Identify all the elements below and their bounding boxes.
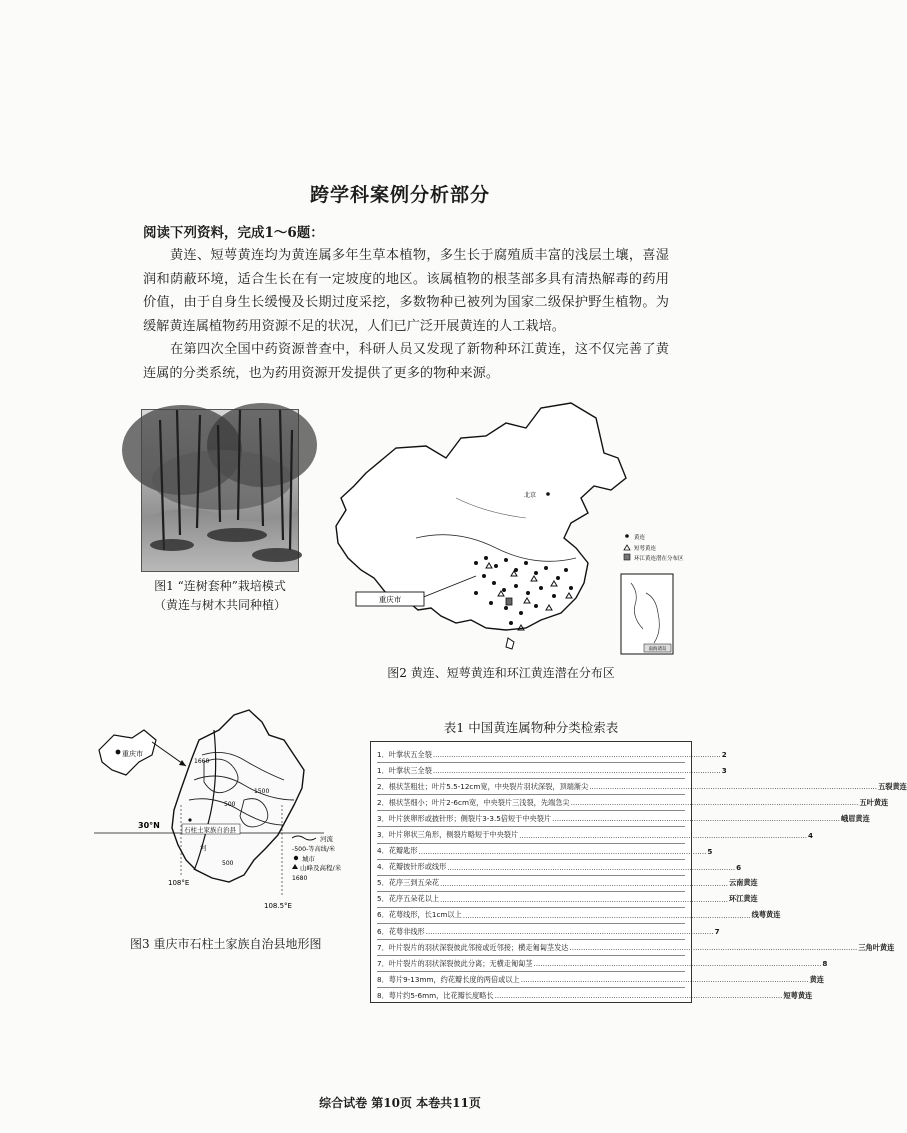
contour-500b: 500 — [222, 860, 234, 867]
china-distribution-map — [326, 398, 684, 658]
legend-huanglian: 黄连 — [634, 535, 646, 541]
table-row: 2．根状茎细小；叶片2-6cm宽，中央裂片三浅裂，先端急尖 .............................................................................................................................. 五叶黄连 — [377, 795, 685, 811]
table-row: 7．叶片裂片的羽状深裂彼此邻接或近邻接；横走匍匐茎发达 .............................................................................................................................. 三角叶黄连 — [377, 940, 685, 956]
reading-instruction: 阅读下列资料，完成1～6题： — [143, 225, 324, 241]
table-row: 4．花瓣披针形或线形 .............................................................................................................................. 6 — [377, 860, 685, 876]
legend-peak-value: 1680 — [292, 875, 308, 882]
lon-right-label: 108.5°E — [264, 902, 292, 910]
paragraph-2: 在第四次全国中药资源普查中，科研人员又发现了新物种环江黄连，这不仅完善了黄连属的分类系统，也为药用资源开发提供了更多的物种来源。 — [143, 342, 669, 381]
legend-huanjiang: 环江黄连潜在分布区 — [634, 556, 684, 562]
forest-photo — [141, 409, 299, 572]
figure-1-caption — [130, 577, 310, 615]
peak-symbol-icon — [292, 864, 298, 869]
lon-left-label: 108°E — [168, 879, 190, 887]
contour-500a: 500 — [224, 801, 236, 808]
paragraph-1: 黄连、短萼黄连均为黄连属多年生草本植物，多生长于腐殖质丰富的浅层土壤，喜湿润和荫蔽环境，适合生长在有一定坡度的地区。该属植物的根茎部多具有清热解毒的药用价值，由于自身生长缓慢及长期过度采挖，多数物种已被列为国家二级保护野生植物。为缓解黄连属植物药用资源不足的状况，人们已广泛开展黄连的人工栽培。 — [143, 248, 669, 334]
species-key-table — [370, 741, 907, 1003]
table-row: 7．叶片裂片的羽状深裂彼此分离；无横走匍匐茎 .............................................................................................................................. 8 — [377, 956, 685, 972]
legend-peak: 山峰及高程/米 — [300, 864, 342, 872]
table-row: 8．萼片约5-6mm，比花瓣长度略长 .............................................................................................................................. 短萼黄连 — [377, 990, 813, 1001]
page-title: 跨学科案例分析部分 — [309, 184, 490, 206]
figure-2-caption: 图2 黄连、短萼黄连和环江黄连潜在分布区 — [387, 666, 615, 680]
legend-river: 河流 — [320, 835, 333, 843]
table-title: 表1 中国黄连属物种分类检索表 — [443, 720, 619, 735]
figure-1-caption-note: （黄连与树木共同种植） — [153, 598, 286, 612]
page-footer: 综合试卷 第10页 本卷共11页 — [319, 1096, 481, 1110]
legend-square-icon — [624, 554, 630, 560]
beijing-label: 北京 — [524, 492, 537, 499]
shizhu-terrain-map — [94, 700, 354, 925]
table-row: 3．叶片狭卵形或披针形；侧裂片3-3.5倍短于中央裂片 .............................................................................................................................. 峨眉黄连 — [377, 811, 685, 827]
table-row: 1．叶掌状三全裂 .............................................................................................................................. 3 — [377, 763, 685, 779]
table-row: 3．叶片卵状三角形，侧裂片略短于中央裂片 .............................................................................................................................. 4 — [377, 827, 685, 843]
county-label: 石柱土家族自治县 — [184, 826, 236, 834]
city-symbol-icon — [294, 856, 298, 860]
inset-label: 南海诸岛 — [648, 647, 667, 652]
legend-dot-icon — [625, 534, 629, 538]
table-row: 2．根状茎粗壮；叶片5.5-12cm宽，中央裂片羽状深裂，顶端渐尖 .............................................................................................................................. 五裂黄连 — [377, 779, 685, 795]
fig3-chongqing-label: 重庆市 — [122, 750, 143, 758]
figure-3-caption: 图3 重庆市石柱土家族自治县地形图 — [130, 937, 322, 951]
legend-triangle-icon — [624, 545, 630, 550]
contour-1660: 1660 — [194, 758, 210, 765]
legend-duane: 短萼黄连 — [634, 546, 657, 552]
river-char: 河 — [200, 844, 207, 852]
chongqing-label: 重庆市 — [378, 595, 402, 604]
lat-label: 30°N — [138, 821, 160, 830]
legend-contour: -500-等高线/米 — [292, 846, 336, 853]
table-row: 6．花萼线形，长1cm以上 .............................................................................................................................. 线萼黄连 — [377, 908, 685, 924]
figure-1-caption-title: 图1 “连树套种”栽培模式 — [154, 579, 286, 593]
contour-1500: 1500 — [254, 788, 270, 795]
table-row: 4．花瓣匙形 .............................................................................................................................. 5 — [377, 844, 685, 860]
table-row: 1．叶掌状五全裂 .............................................................................................................................. 2 — [377, 747, 685, 763]
table-row: 5．花序五朵花以上 .............................................................................................................................. 环江黄连 — [377, 892, 685, 908]
table-row: 8．萼片9-13mm，约花瓣长度的两倍或以上 .............................................................................................................................. 黄连 — [377, 972, 685, 988]
legend-city: 城市 — [302, 855, 315, 863]
table-row: 5．花序三到五朵花 .............................................................................................................................. 云南黄连 — [377, 876, 685, 892]
table-row: 6．花萼非线形 .............................................................................................................................. 7 — [377, 924, 685, 940]
